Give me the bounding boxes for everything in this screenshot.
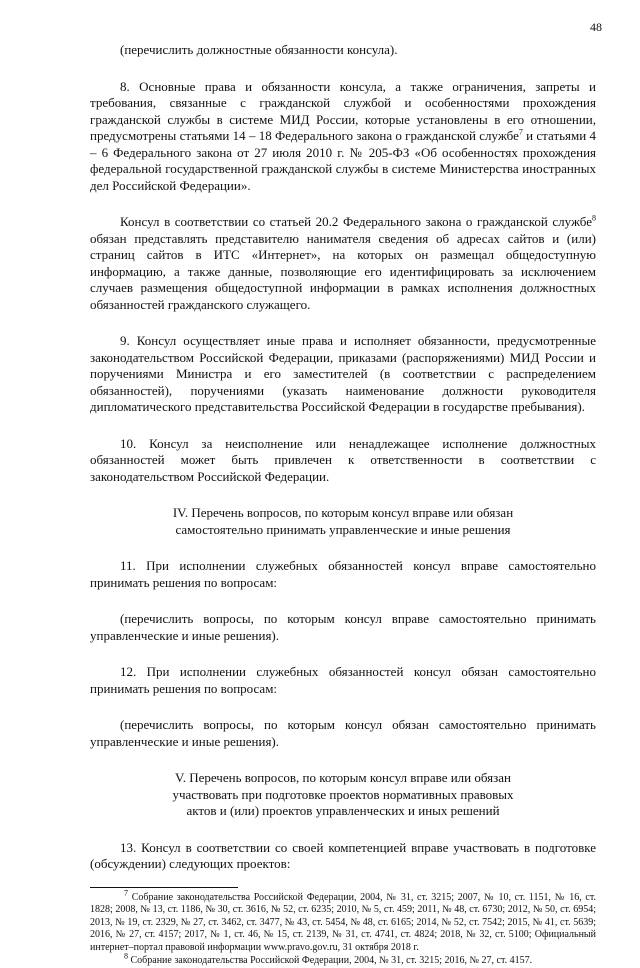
paragraph-consul-text-b: обязан представлять представителю нанимателя сведения об адресах сайтов и (или) страниц сайтов в ИТС «Интернет», на которых он размещал общедоступную информацию, а также данные, позволяющие его идентифицировать за исключением случаев размещения общедоступной информации в рамках исполнения должностных обязанностей гражданского служащего. (90, 230, 596, 312)
footnote-7-mark: 7 (124, 888, 128, 898)
paragraph-8 (90, 79, 596, 195)
section-heading-v-line-2: участвовать при подготовке проектов нормативных правовых (172, 786, 514, 802)
footnote-7-text: Собрание законодательства Российской Федерации, 2004, № 31, ст. 3215; 2007, № 10, ст. 1151, № 16, ст. 1828; 2008, № 13, ст. 1186, № 30, ст. 3616, № 52, ст. 6235; 2010, № 5, ст. 459; 2011, № 48, ст. 6730; 2012, № 50, ст. 6954; 2013, № 19, ст. 2329, № 27, ст. 3462, ст. 3477, № 43, ст. 5454, № 48, ст. 6165; 2014, № 52, ст. 7542; 2015, № 41, ст. 5639; 2016, № 27, ст. 4157; 2017, № 1, ст. 46, № 15, ст. 2139, № 31, ст. 4741, ст. 4824; 2018, № 32, ст. 5100; Официальный интернет–портал правовой информации www.pravo.gov.ru, 31 октября 2018 г. (90, 891, 596, 953)
paragraph-10: 10. Консул за неисполнение или ненадлежащее исполнение должностных обязанностей может быть привлечен к ответственности в соответствии с законодательством Российской Федерации. (90, 435, 596, 484)
section-heading-iv (90, 505, 596, 538)
section-heading-v-line-1: V. Перечень вопросов, по которым консул вправе или обязан (174, 770, 512, 785)
footnote-8-mark: 8 (124, 951, 128, 961)
paragraph-8-text-b: и статьями 4 – 6 Федерального закона от 27 июля 2010 г. № 205-ФЗ «Об особенностях прохождения федеральной государственной гражданской службы в системе Министерства иностранных дел Российской Федерации». (90, 128, 596, 193)
page-number: 48 (590, 20, 602, 34)
section-heading-v-line-3: актов и (или) проектов управленческих и иных решений (186, 803, 500, 818)
paragraph-11-placeholder: (перечислить вопросы, по которым консул вправе самостоятельно принимать управленческие и иные решения). (90, 611, 596, 643)
section-heading-iv-line-1: IV. Перечень вопросов, по которым консул вправе или обязан (172, 505, 514, 520)
footnote-7 (90, 888, 596, 955)
paragraph-8-text-a: 8. Основные права и обязанности консула, а также ограничения, запреты и требования, связанные с гражданской службой и особенностями прохождения гражданской службы в системе МИД России, которые установлены в его отношении, предусмотрены статьями 14 – 18 Федерального закона о гражданской службе (90, 78, 596, 143)
footnote-ref-7: 7 (518, 127, 523, 137)
section-heading-iv-line-2: самостоятельно принимать управленческие и иные решения (175, 521, 511, 537)
paragraph-13: 13. Консул в соответствии со своей компетенцией вправе участвовать в подготовке (обсуждении) следующих проектов: (90, 839, 596, 871)
paragraph-consul-website-info (90, 214, 596, 313)
footnote-8 (90, 951, 596, 968)
paragraph-9: 9. Консул осуществляет иные права и исполняет обязанности, предусмотренные законодательством Российской Федерации, приказами (распоряжениями) МИД России и поручениями Министра и его заместителей (в соответствии с распределением обязанностей), поручениями (указать наименование должности руководителя дипломатического представительства Российской Федерации в государстве пребывания). (90, 333, 596, 414)
paragraph-12-placeholder: (перечислить вопросы, по которым консул обязан самостоятельно принимать управленческие и иные решения). (90, 717, 596, 749)
paragraph-consul-text-a: Консул в соответствии со статьей 20.2 Федерального закона о гражданской службе (120, 214, 592, 229)
document-body (90, 42, 596, 968)
paragraph-duties-placeholder: (перечислить должностные обязанности консула). (120, 42, 398, 57)
footnote-separator (90, 887, 238, 888)
section-heading-v (90, 770, 596, 820)
footnote-ref-8: 8 (592, 213, 596, 223)
paragraph-12: 12. При исполнении служебных обязанностей консул обязан самостоятельно принимать решения по вопросам: (90, 664, 596, 696)
footnote-8-text: Собрание законодательства Российской Федерации, 2004, № 31, ст. 3215; 2016, № 27, ст. 4157. (128, 955, 533, 966)
paragraph-11: 11. При исполнении служебных обязанностей консул вправе самостоятельно принимать решения по вопросам: (90, 558, 596, 590)
